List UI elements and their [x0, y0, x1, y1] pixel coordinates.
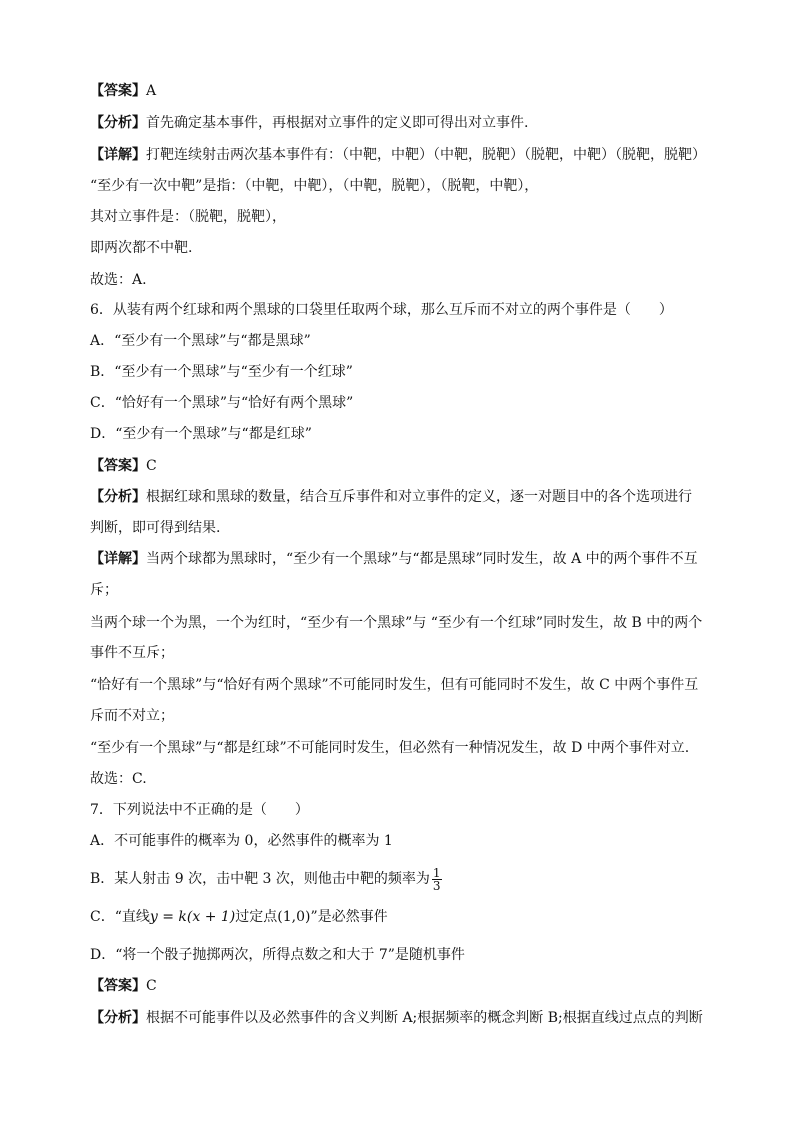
section-label: 【答案】	[90, 83, 146, 99]
line-text: 其对立事件是：（脱靶，脱靶），	[90, 209, 286, 225]
option-b-text: B．某人射击 9 次，击中靶 3 次，则他击中靶的频率为	[90, 871, 430, 887]
text-line	[90, 113, 528, 133]
fraction	[432, 867, 442, 892]
line-text: C	[146, 458, 157, 474]
text-line	[90, 549, 698, 569]
option-b-line	[90, 866, 442, 892]
text-line	[90, 393, 353, 413]
option-d-line	[90, 945, 465, 965]
section-label: 【答案】	[90, 458, 146, 474]
text-line	[90, 176, 538, 196]
text-line	[90, 675, 698, 695]
line-text: “至少有一个黑球”与“都是红球”不可能同时发生，但必然有一种情况发生，故 D 中两个事件对立.	[90, 740, 690, 756]
text-line	[90, 831, 393, 851]
analysis-text: 根据不可能事件以及必然事件的含义判断 A;根据频率的概念判断 B;根据直线过点点的判断	[146, 1010, 703, 1026]
option-c-line	[90, 907, 388, 927]
line-text: 故选：C.	[90, 771, 147, 787]
line-text: B．“至少有一个黑球”与“至少有一个红球”	[90, 364, 353, 380]
text-line	[90, 800, 309, 820]
text-line	[90, 207, 286, 227]
line-text: 斥；	[90, 582, 118, 598]
answer7-line	[90, 976, 157, 996]
section-label: 【分析】	[90, 115, 146, 131]
line-text: 当两个球一个为黑，一个为红时，“至少有一个黑球”与 “至少有一个红球”同时发生，故 B 中的两个	[90, 615, 703, 631]
text-line	[90, 487, 692, 507]
fraction-numerator: 1	[432, 865, 441, 880]
option-c-mid: 过定点	[235, 909, 278, 925]
text-line	[90, 769, 147, 789]
line-text: “恰好有一个黑球”与“恰好有两个黑球”不可能同时发生，但有可能同时不发生，故 C 中两个事件互	[90, 677, 699, 693]
analysis7-line	[90, 1008, 703, 1028]
text-line	[90, 238, 192, 258]
text-line	[90, 580, 118, 600]
line-text: 判断，即可得到结果.	[90, 520, 221, 536]
line-text: 7．下列说法中不正确的是（ ）	[90, 802, 309, 818]
text-line	[90, 362, 353, 382]
section-label: 【详解】	[90, 551, 146, 567]
fixed-point: (1,0)	[277, 909, 311, 925]
option-c-post: ”是必然事件	[310, 909, 388, 925]
line-text: A．“至少有一个黑球”与“都是黑球”	[90, 333, 311, 349]
line-text: 当两个球都为黑球时，“至少有一个黑球”与“都是黑球”同时发生，故 A 中的两个事件不互	[146, 551, 698, 567]
section-label: 【分析】	[90, 489, 146, 505]
line-text: 即两次都不中靶.	[90, 240, 193, 256]
line-text: A．不可能事件的概率为 0，必然事件的概率为 1	[90, 833, 393, 849]
text-line	[90, 145, 706, 165]
text-line	[90, 456, 157, 476]
fraction-denominator: 3	[432, 878, 441, 893]
line-text: 事件不互斥；	[90, 645, 174, 661]
text-line	[90, 738, 689, 758]
text-line	[90, 331, 311, 351]
line-text: C．“恰好有一个黑球”与“恰好有两个黑球”	[90, 395, 354, 411]
analysis-label: 【分析】	[90, 1010, 146, 1026]
line-text: D．“至少有一个黑球”与“都是红球”	[90, 426, 312, 442]
text-line	[90, 706, 174, 726]
text-line	[90, 81, 156, 101]
answer-label: 【答案】	[90, 978, 146, 994]
line-formula: y = k(x + 1)	[149, 909, 236, 925]
text-line	[90, 518, 220, 538]
section-label: 【详解】	[90, 147, 146, 163]
line-text: 故选：A.	[90, 272, 147, 288]
line-text: “至少有一次中靶”是指：（中靶，中靶），（中靶，脱靶），（脱靶，中靶），	[90, 178, 539, 194]
line-text: 打靶连续射击两次基本事件有：（中靶，中靶）（中靶，脱靶）（脱靶，中靶）（脱靶，脱靶）	[146, 147, 706, 163]
text-line	[90, 270, 147, 290]
text-line	[90, 643, 174, 663]
line-text: 根据红球和黑球的数量，结合互斥事件和对立事件的定义，逐一对题目中的各个选项进行	[146, 489, 692, 505]
option-d-text: D．“将一个骰子抛掷两次，所得点数之和大于 7”是随机事件	[90, 947, 465, 963]
line-text: 斥而不对立；	[90, 708, 174, 724]
text-line	[90, 613, 702, 633]
line-text: 6．从装有两个红球和两个黑球的口袋里任取两个球，那么互斥而不对立的两个事件是（ ）	[90, 302, 673, 318]
option-c-pre: C．“直线	[90, 909, 150, 925]
text-line	[90, 300, 673, 320]
text-line	[90, 424, 312, 444]
answer-value: C	[146, 978, 157, 994]
line-text: 首先确定基本事件，再根据对立事件的定义即可得出对立事件.	[146, 115, 529, 131]
line-text: A	[146, 83, 157, 99]
